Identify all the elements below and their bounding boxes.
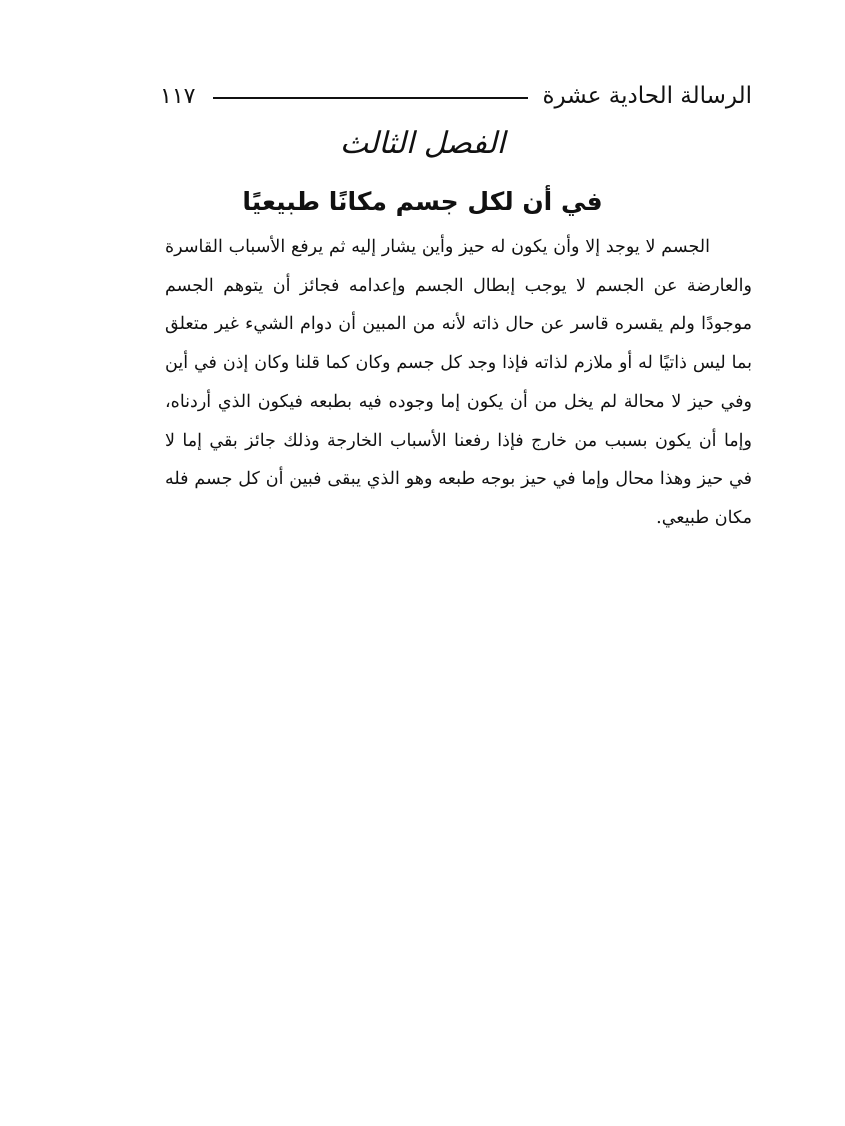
- running-header: [160, 78, 752, 114]
- chapter-heading: الفصل الثالث: [339, 126, 506, 161]
- running-title: الرسالة الحادية عشرة: [542, 83, 752, 109]
- header-rule: [213, 97, 528, 99]
- section-title: في أن لكل جسم مكانًا طبيعيًا: [242, 187, 603, 216]
- page-number: ١١٧: [160, 83, 196, 109]
- body-paragraph: الجسم لا يوجد إلا وأن يكون له حيز وأين يشار إليه ثم يرفع الأسباب القاسرة والعارضة عن الجسم لا يوجب إبطال الجسم وإعدامه فجائز أن يتوهم الجسم موجودًا ولم يقسره قاسر عن حال ذاته لأنه من المبين أن دوام الشيء غير متعلق بما ليس ذاتيًا له أو ملازم لذاته فإذا وجد كل جسم وكان كما قلنا وكان إذن في أين وفي حيز لا محالة لم يخل من أن يكون إما وجوده فيه بطبعه فيكون الذي أردناه، وإما أن يكون بسبب من خارج فإذا رفعنا الأسباب الخارجة وذلك جائز بقي إما لا في حيز وهذا محال وإما في حيز بوجه طبعه وهو الذي يبقى فبين أن كل جسم فله مكان طبيعي.: [165, 237, 752, 528]
